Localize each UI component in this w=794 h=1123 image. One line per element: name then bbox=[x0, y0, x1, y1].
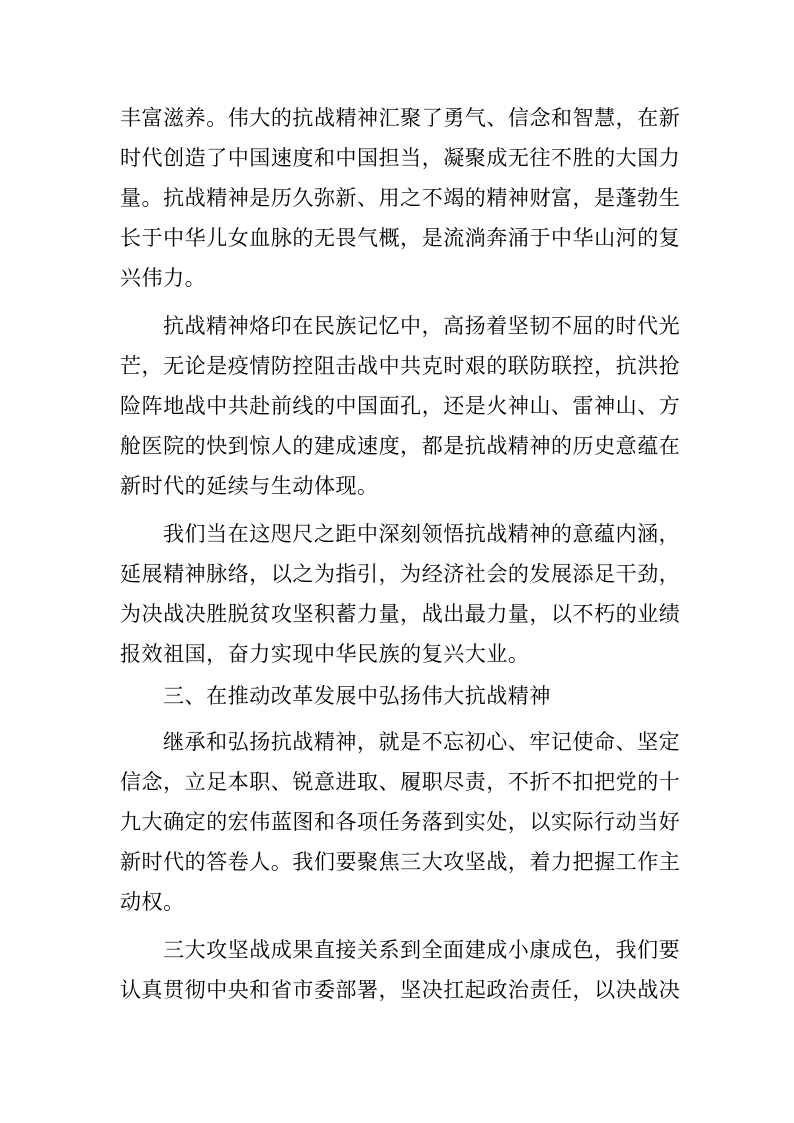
paragraph-line: 动权。 bbox=[120, 890, 185, 914]
paragraph-line: 报效祖国，奋力实现中华民族的复兴大业。 bbox=[120, 642, 530, 666]
paragraph-line: 量。抗战精神是历久弥新、用之不竭的精神财富，是蓬勃生 bbox=[120, 186, 681, 210]
paragraph-line: 为决战决胜脱贫攻坚积蓄力量，战出最力量，以不朽的业绩 bbox=[120, 602, 681, 626]
paragraph-line: 延展精神脉络，以之为指引，为经济社会的发展添足干劲， bbox=[120, 562, 681, 586]
paragraph-line: 抗战精神烙印在民族记忆中，高扬着坚韧不屈的时代光 bbox=[163, 314, 681, 338]
paragraph-line: 新时代的答卷人。我们要聚焦三大攻坚战，着力把握工作主 bbox=[120, 850, 681, 874]
paragraph-line: 认真贯彻中央和省市委部署，坚决扛起政治责任，以决战决 bbox=[120, 978, 681, 1002]
paragraph-line: 新时代的延续与生动体现。 bbox=[120, 474, 379, 498]
paragraph-line: 丰富滋养。伟大的抗战精神汇聚了勇气、信念和智慧，在新 bbox=[120, 106, 681, 130]
paragraph-line: 险阵地战中共赴前线的中国面孔，还是火神山、雷神山、方 bbox=[120, 394, 681, 418]
paragraph-line: 舱医院的快到惊人的建成速度，都是抗战精神的历史意蕴在 bbox=[120, 434, 681, 458]
paragraph-line: 九大确定的宏伟蓝图和各项任务落到实处，以实际行动当好 bbox=[120, 810, 681, 834]
paragraph-line: 长于中华儿女血脉的无畏气概，是流淌奔涌于中华山河的复 bbox=[120, 226, 681, 250]
paragraph-line: 时代创造了中国速度和中国担当，凝聚成无往不胜的大国力 bbox=[120, 146, 681, 170]
paragraph-line: 继承和弘扬抗战精神，就是不忘初心、牢记使命、坚定 bbox=[163, 730, 681, 754]
section-heading: 三、在推动改革发展中弘扬伟大抗战精神 bbox=[163, 684, 551, 708]
paragraph-line: 信念，立足本职、锐意进取、履职尽责，不折不扣把党的十 bbox=[120, 770, 681, 794]
paragraph-line: 兴伟力。 bbox=[120, 266, 207, 290]
paragraph-line: 三大攻坚战成果直接关系到全面建成小康成色，我们要 bbox=[163, 938, 681, 962]
paragraph-line: 芒，无论是疫情防控阻击战中共克时艰的联防联控，抗洪抢 bbox=[120, 354, 681, 378]
paragraph-line: 我们当在这咫尺之距中深刻领悟抗战精神的意蕴内涵， bbox=[163, 522, 681, 546]
